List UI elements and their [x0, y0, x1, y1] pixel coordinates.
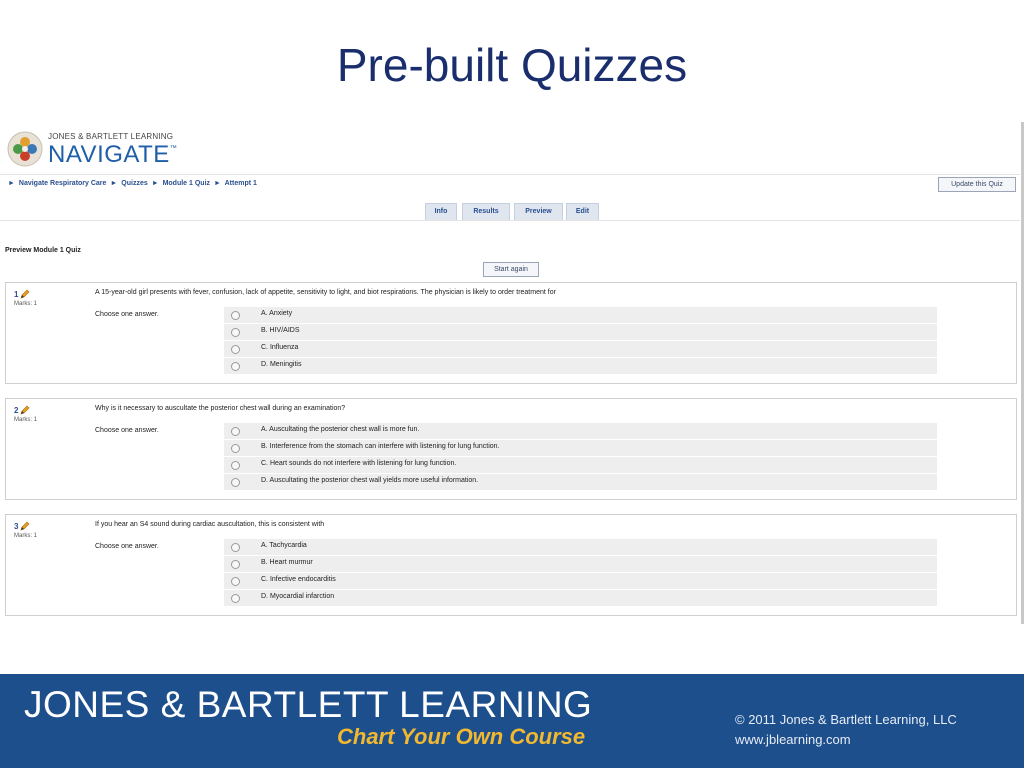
question-number-text: 1: [14, 290, 19, 299]
pencil-icon[interactable]: [20, 405, 30, 415]
answer-option[interactable]: [224, 307, 937, 323]
footer-url: www.jblearning.com: [735, 732, 851, 747]
answer-option[interactable]: [224, 474, 937, 490]
choose-prompt: Choose one answer.: [95, 543, 159, 550]
radio-button[interactable]: [231, 362, 240, 371]
navigate-logo-icon: [6, 130, 44, 168]
question-number: [14, 405, 30, 415]
radio-button[interactable]: [231, 328, 240, 337]
answer-label: C. Infective endocarditis: [261, 576, 336, 583]
answer-option[interactable]: [224, 341, 937, 357]
question-text: A 15-year-old girl presents with fever, confusion, lack of appetite, sensitivity to light, and biot respirations. The physician is likely to order treatment for: [95, 289, 556, 296]
answer-label: A. Auscultating the posterior chest wall is more fun.: [261, 426, 420, 433]
preview-title: Preview Module 1 Quiz: [5, 247, 81, 254]
navigate-logo: [6, 128, 196, 172]
question-number: [14, 521, 30, 531]
breadcrumb-arrow: ►: [110, 180, 118, 187]
question-number-text: 2: [14, 406, 19, 415]
answer-option[interactable]: [224, 324, 937, 340]
breadcrumb-item-quiz[interactable]: Module 1 Quiz: [162, 180, 211, 187]
answer-option[interactable]: [224, 423, 937, 439]
radio-button[interactable]: [231, 461, 240, 470]
question-card: [5, 282, 1017, 384]
answer-label: A. Tachycardia: [261, 542, 307, 549]
pencil-icon[interactable]: [20, 521, 30, 531]
question-number-text: 3: [14, 522, 19, 531]
footer-brand: JONES & BARTLETT LEARNING: [24, 684, 593, 725]
choose-prompt: Choose one answer.: [95, 311, 159, 318]
logo-product-name: NAVIGATE: [48, 141, 170, 168]
answer-option[interactable]: [224, 440, 937, 456]
answer-option[interactable]: [224, 573, 937, 589]
question-text: If you hear an S4 sound during cardiac auscultation, this is consistent with: [95, 521, 325, 528]
logo-product: [48, 141, 177, 169]
answer-list: [224, 539, 937, 607]
answer-label: A. Anxiety: [261, 310, 293, 317]
radio-button[interactable]: [231, 594, 240, 603]
logo-publisher: JONES & BARTLETT LEARNING: [48, 132, 174, 141]
answer-label: C. Heart sounds do not interfere with listening for lung function.: [261, 460, 457, 467]
radio-button[interactable]: [231, 345, 240, 354]
footer-banner: [0, 674, 1024, 768]
tab-info[interactable]: Info: [425, 203, 457, 221]
logo-tm: ™: [169, 145, 178, 152]
tab-results[interactable]: Results: [462, 203, 510, 221]
tab-edit[interactable]: Edit: [566, 203, 599, 221]
answer-list: [224, 423, 937, 491]
answer-option[interactable]: [224, 590, 937, 606]
question-text: Why is it necessary to auscultate the posterior chest wall during an examination?: [95, 405, 346, 412]
question-marks: Marks: 1: [14, 417, 38, 423]
question-marks: Marks: 1: [14, 533, 38, 539]
footer-tagline: Chart Your Own Course: [337, 724, 586, 749]
pencil-icon[interactable]: [20, 289, 30, 299]
update-quiz-button[interactable]: Update this Quiz: [938, 177, 1016, 192]
slide-title: Pre-built Quizzes: [336, 39, 688, 91]
radio-button[interactable]: [231, 478, 240, 487]
radio-button[interactable]: [231, 427, 240, 436]
answer-label: D. Auscultating the posterior chest wall yields more useful information.: [261, 477, 479, 484]
answer-label: C. Influenza: [261, 344, 299, 351]
breadcrumb-arrow: ►: [8, 180, 15, 187]
answer-label: D. Myocardial infarction: [261, 593, 335, 600]
question-card: [5, 514, 1017, 616]
radio-button[interactable]: [231, 560, 240, 569]
question-marks: Marks: 1: [14, 301, 38, 307]
answer-label: D. Meningitis: [261, 361, 302, 368]
question-card: [5, 398, 1017, 500]
answer-option[interactable]: [224, 457, 937, 473]
choose-prompt: Choose one answer.: [95, 427, 159, 434]
radio-button[interactable]: [231, 444, 240, 453]
header-divider: [0, 174, 1020, 175]
answer-label: B. Interference from the stomach can interfere with listening for lung function.: [261, 443, 500, 450]
breadcrumb-arrow: ►: [151, 180, 159, 187]
radio-button[interactable]: [231, 543, 240, 552]
radio-button[interactable]: [231, 311, 240, 320]
answer-option[interactable]: [224, 539, 937, 555]
breadcrumb-item-quizzes[interactable]: Quizzes: [121, 180, 148, 187]
answer-label: B. Heart murmur: [261, 559, 313, 566]
tabs-divider: [0, 220, 1020, 221]
answer-option[interactable]: [224, 556, 937, 572]
question-number: [14, 289, 30, 299]
radio-button[interactable]: [231, 577, 240, 586]
breadcrumb-item-course[interactable]: Navigate Respiratory Care: [18, 180, 107, 187]
breadcrumb: [6, 180, 257, 187]
answer-option[interactable]: [224, 358, 937, 374]
footer-copyright: © 2011 Jones & Bartlett Learning, LLC: [735, 712, 957, 727]
quiz-screenshot: [0, 122, 1024, 624]
breadcrumb-arrow: ►: [213, 180, 221, 187]
answer-label: B. HIV/AIDS: [261, 327, 300, 334]
tab-preview[interactable]: Preview: [514, 203, 563, 221]
answer-list: [224, 307, 937, 375]
breadcrumb-item-attempt: Attempt 1: [224, 180, 257, 187]
start-again-button[interactable]: Start again: [483, 262, 539, 277]
